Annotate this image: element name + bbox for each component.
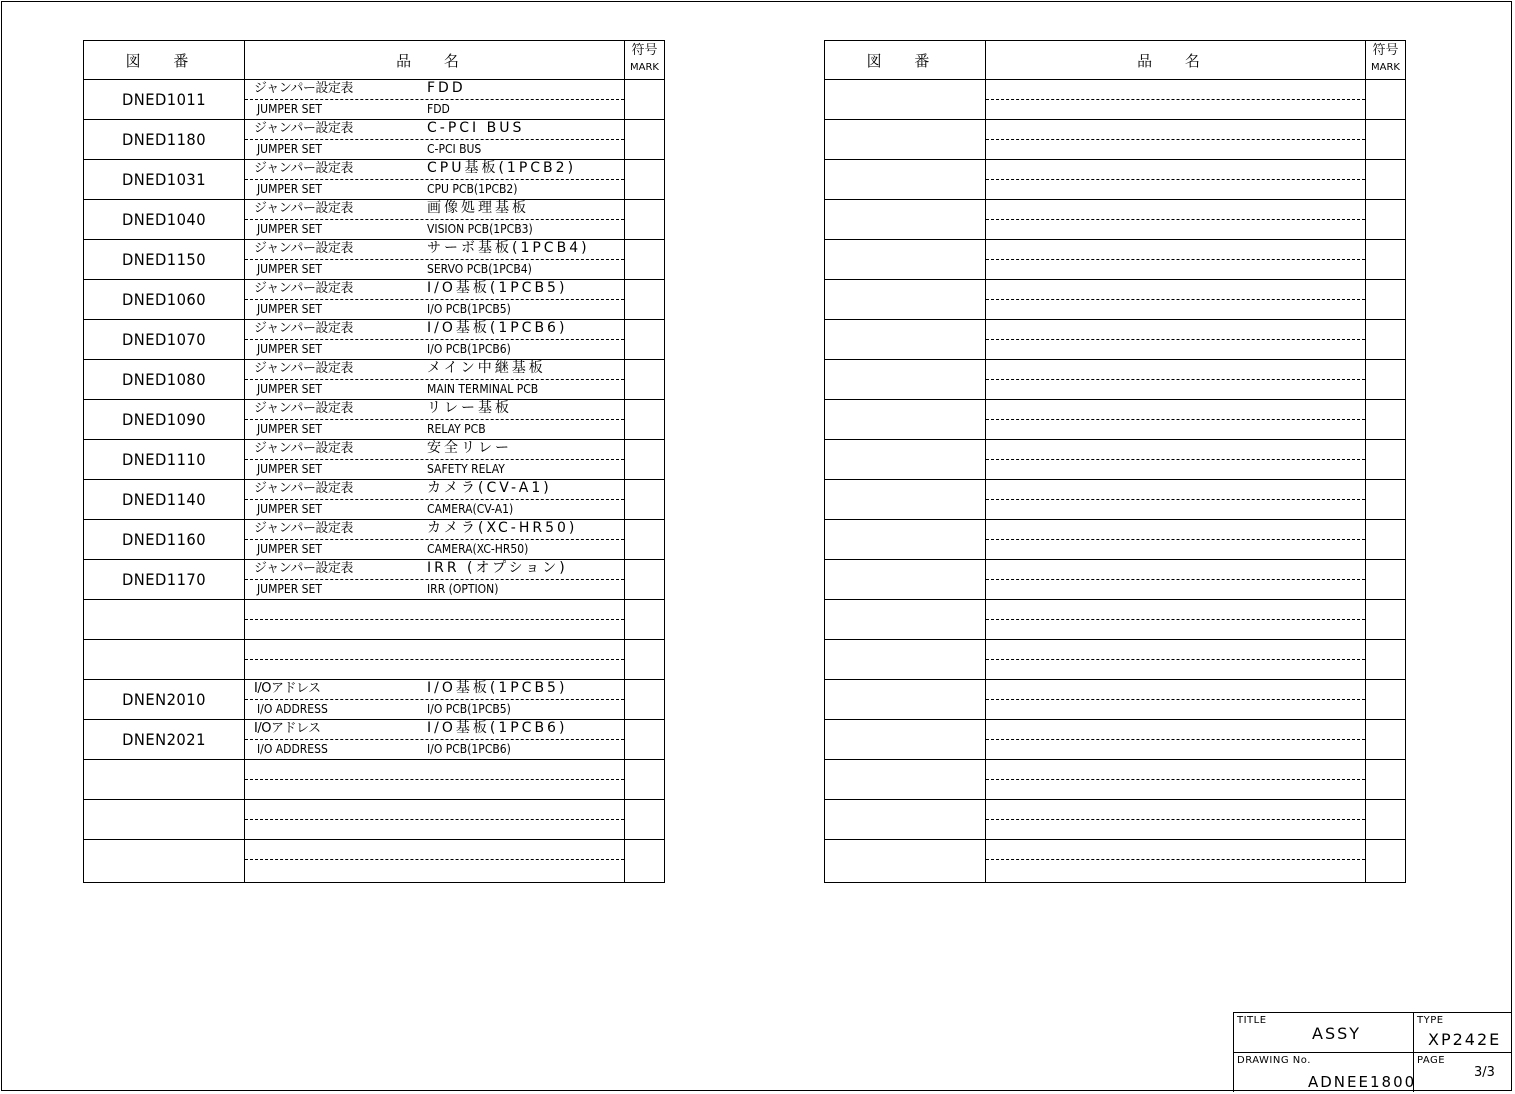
dashed-divider: [986, 139, 1365, 140]
drawing-number: [831, 240, 978, 279]
table-row: [825, 400, 1405, 440]
dashed-divider: [245, 859, 624, 860]
jp-item: I/O基板(1PCB6): [427, 720, 568, 736]
dashed-divider: [245, 819, 624, 820]
type-value: XP242E: [1428, 1030, 1502, 1049]
dashed-divider: [986, 379, 1365, 380]
part-name-cell: [986, 520, 1365, 559]
part-name-cell: [245, 680, 624, 719]
table-header: [84, 41, 664, 80]
drawing-number: [831, 200, 978, 239]
table-row: [825, 480, 1405, 520]
dashed-divider: [245, 619, 624, 620]
jp-item: CPU基板(1PCB2): [427, 160, 577, 176]
dashed-divider: [986, 579, 1365, 580]
drawing-number: [831, 120, 978, 159]
drawing-number: DNED1170: [121, 570, 207, 589]
table-row: [825, 160, 1405, 200]
type-label: TYPE: [1417, 1015, 1444, 1026]
table-row: [825, 560, 1405, 600]
drawing-number: [831, 800, 978, 839]
jp-category: ジャンパー設定表: [254, 321, 353, 336]
en-category: JUMPER SET: [257, 302, 322, 316]
part-name-cell: [986, 360, 1365, 399]
en-category: I/O ADDRESS: [257, 742, 328, 756]
part-name-cell: [245, 240, 624, 279]
drawing-number: [831, 480, 978, 519]
drawing-number: [831, 400, 978, 439]
table-row: [84, 640, 664, 680]
en-category: JUMPER SET: [257, 582, 322, 596]
part-name-cell: [986, 160, 1365, 199]
drawing-number-cell: [1233, 1052, 1417, 1092]
header-mark: [625, 41, 664, 79]
table-row: [825, 840, 1405, 880]
drawing-number: DNED1110: [121, 450, 207, 469]
en-item: I/O PCB(1PCB5): [427, 702, 511, 716]
page-label: PAGE: [1417, 1055, 1446, 1066]
part-name-cell: [986, 80, 1365, 119]
drawing-number: [90, 600, 237, 639]
part-name-cell: [245, 720, 624, 759]
part-name-cell: [245, 480, 624, 519]
dashed-divider: [986, 739, 1365, 740]
drawing-number: [831, 320, 978, 359]
en-item: FDD: [427, 102, 450, 116]
table-row: [825, 760, 1405, 800]
part-name-cell: [245, 760, 624, 799]
drawing-number-value: ADNEE1800: [1308, 1073, 1417, 1091]
table-row: [84, 440, 664, 480]
dashed-divider: [245, 699, 624, 700]
drawing-number: [831, 840, 978, 879]
en-item: MAIN TERMINAL PCB: [427, 382, 539, 396]
dashed-divider: [986, 819, 1365, 820]
en-item: I/O PCB(1PCB6): [427, 342, 511, 356]
en-item: I/O PCB(1PCB5): [427, 302, 511, 316]
drawing-number: [831, 280, 978, 319]
en-item: CPU PCB(1PCB2): [427, 182, 518, 196]
drawing-number: DNED1180: [121, 130, 207, 149]
jp-category: ジャンパー設定表: [254, 521, 353, 536]
dashed-divider: [986, 219, 1365, 220]
title-value: ASSY: [1312, 1024, 1362, 1043]
part-name-cell: [986, 320, 1365, 359]
drawing-number: DNEN2021: [122, 730, 206, 749]
table-row: [84, 400, 664, 440]
dashed-divider: [245, 419, 624, 420]
en-item: C-PCI BUS: [427, 142, 482, 156]
table-row: [825, 600, 1405, 640]
drawing-number: [831, 440, 978, 479]
part-name-cell: [986, 760, 1365, 799]
part-name-cell: [986, 800, 1365, 839]
en-category: JUMPER SET: [257, 222, 322, 236]
jp-item: 画像処理基板: [427, 200, 529, 216]
table-row: [84, 680, 664, 720]
title-block: [1233, 1012, 1512, 1092]
en-category: JUMPER SET: [257, 262, 322, 276]
part-name-cell: [245, 440, 624, 479]
table-row: [825, 280, 1405, 320]
dashed-divider: [245, 219, 624, 220]
part-name-cell: [245, 400, 624, 439]
header-drawing-no: 図 番: [866, 51, 944, 70]
jp-category: ジャンパー設定表: [254, 161, 353, 176]
part-name-cell: [245, 280, 624, 319]
table-row: [825, 720, 1405, 760]
table-row: [84, 760, 664, 800]
table-row: [84, 600, 664, 640]
dashed-divider: [245, 739, 624, 740]
dashed-divider: [986, 459, 1365, 460]
jp-category: I/Oアドレス: [254, 681, 321, 696]
title-cell: [1233, 1012, 1413, 1052]
en-category: JUMPER SET: [257, 182, 322, 196]
drawing-number: DNED1150: [121, 250, 207, 269]
drawing-number: [831, 360, 978, 399]
jp-category: ジャンパー設定表: [254, 361, 353, 376]
en-item: VISION PCB(1PCB3): [427, 222, 533, 236]
en-category: JUMPER SET: [257, 102, 322, 116]
part-name-cell: [986, 280, 1365, 319]
table-row: [84, 320, 664, 360]
table-row: [84, 560, 664, 600]
dashed-divider: [986, 259, 1365, 260]
part-name-cell: [986, 560, 1365, 599]
part-name-cell: [986, 240, 1365, 279]
drawing-number: [90, 840, 237, 879]
drawing-number: DNED1011: [121, 90, 207, 109]
jp-category: ジャンパー設定表: [254, 241, 353, 256]
en-category: JUMPER SET: [257, 382, 322, 396]
title-label: TITLE: [1237, 1015, 1267, 1026]
jp-category: I/Oアドレス: [254, 721, 321, 736]
drawing-number: DNED1070: [121, 330, 207, 349]
jp-category: ジャンパー設定表: [254, 561, 353, 576]
jp-category: ジャンパー設定表: [254, 201, 353, 216]
dashed-divider: [986, 299, 1365, 300]
part-name-cell: [986, 400, 1365, 439]
header-drawing-no: 図 番: [125, 51, 203, 70]
part-name-cell: [245, 120, 624, 159]
part-name-cell: [986, 480, 1365, 519]
part-name-cell: [245, 200, 624, 239]
drawing-number: [831, 80, 978, 119]
jp-item: I/O基板(1PCB5): [427, 280, 568, 296]
table-row: [825, 240, 1405, 280]
dashed-divider: [245, 99, 624, 100]
jp-item: メイン中継基板: [427, 360, 546, 376]
dashed-divider: [245, 339, 624, 340]
jp-category: ジャンパー設定表: [254, 81, 353, 96]
drawing-number: DNED1080: [121, 370, 207, 389]
part-name-cell: [245, 160, 624, 199]
header-part-name: 品 名: [1137, 51, 1214, 70]
jp-category: ジャンパー設定表: [254, 481, 353, 496]
en-item: I/O PCB(1PCB6): [427, 742, 511, 756]
drawing-number: [831, 640, 978, 679]
en-item: SERVO PCB(1PCB4): [427, 262, 532, 276]
drawing-number: [90, 640, 237, 679]
drawing-number: [831, 680, 978, 719]
drawing-number: [831, 160, 978, 199]
en-category: JUMPER SET: [257, 422, 322, 436]
en-item: CAMERA(XC-HR50): [427, 542, 529, 556]
dashed-divider: [245, 179, 624, 180]
en-category: JUMPER SET: [257, 142, 322, 156]
table-row: [825, 520, 1405, 560]
dashed-divider: [245, 779, 624, 780]
drawing-number: [90, 760, 237, 799]
table-row: [825, 800, 1405, 840]
jp-item: FDD: [427, 80, 466, 96]
part-name-cell: [245, 600, 624, 639]
dashed-divider: [986, 99, 1365, 100]
header-part-name: 品 名: [396, 51, 473, 70]
drawing-number: [831, 600, 978, 639]
table-row: [84, 280, 664, 320]
table-row: [825, 680, 1405, 720]
part-name-cell: [986, 640, 1365, 679]
part-name-cell: [245, 320, 624, 359]
part-name-cell: [245, 640, 624, 679]
drawing-number: DNED1040: [121, 210, 207, 229]
drawing-number: DNED1140: [121, 490, 207, 509]
drawing-number: DNED1090: [121, 410, 207, 429]
part-name-cell: [986, 120, 1365, 159]
drawing-number: DNED1160: [121, 530, 207, 549]
type-cell: [1413, 1012, 1512, 1052]
parts-list-table-left: [83, 40, 665, 883]
part-name-cell: [245, 800, 624, 839]
header-mark-jp: 符号: [631, 43, 658, 58]
part-name-cell: [245, 520, 624, 559]
dashed-divider: [245, 459, 624, 460]
dashed-divider: [245, 539, 624, 540]
page-value: 3/3: [1474, 1065, 1495, 1080]
table-row: [84, 360, 664, 400]
dashed-divider: [245, 299, 624, 300]
table-row: [825, 120, 1405, 160]
page-cell: [1413, 1052, 1512, 1092]
jp-item: C-PCI BUS: [427, 120, 525, 136]
header-mark-jp: 符号: [1372, 43, 1399, 58]
jp-category: ジャンパー設定表: [254, 121, 353, 136]
drawing-number: DNED1060: [121, 290, 207, 309]
dashed-divider: [986, 339, 1365, 340]
table-row: [84, 800, 664, 840]
table-row: [825, 360, 1405, 400]
dashed-divider: [986, 499, 1365, 500]
part-name-cell: [986, 200, 1365, 239]
en-category: JUMPER SET: [257, 542, 322, 556]
drawing-number: [831, 560, 978, 599]
dashed-divider: [986, 419, 1365, 420]
jp-item: IRR (オプション): [427, 560, 568, 576]
drawing-number-label: DRAWING No.: [1237, 1055, 1311, 1066]
en-item: RELAY PCB: [427, 422, 486, 436]
drawing-number: [831, 760, 978, 799]
dashed-divider: [986, 539, 1365, 540]
dashed-divider: [986, 179, 1365, 180]
part-name-cell: [986, 600, 1365, 639]
header-mark: [1366, 41, 1405, 79]
part-name-cell: [986, 440, 1365, 479]
dashed-divider: [245, 139, 624, 140]
table-row: [84, 200, 664, 240]
dashed-divider: [245, 499, 624, 500]
table-row: [825, 440, 1405, 480]
header-mark-en: MARK: [1371, 62, 1400, 73]
table-row: [84, 840, 664, 880]
table-row: [84, 160, 664, 200]
table-row: [84, 120, 664, 160]
dashed-divider: [245, 659, 624, 660]
en-item: CAMERA(CV-A1): [427, 502, 514, 516]
jp-category: ジャンパー設定表: [254, 281, 353, 296]
table-row: [825, 640, 1405, 680]
dashed-divider: [245, 379, 624, 380]
part-name-cell: [245, 840, 624, 879]
part-name-cell: [245, 360, 624, 399]
jp-item: I/O基板(1PCB6): [427, 320, 568, 336]
table-row: [84, 520, 664, 560]
jp-item: 安全リレー: [427, 440, 512, 456]
dashed-divider: [986, 699, 1365, 700]
table-row: [825, 200, 1405, 240]
jp-category: ジャンパー設定表: [254, 401, 353, 416]
dashed-divider: [245, 579, 624, 580]
drawing-number: DNED1031: [121, 170, 207, 189]
en-category: I/O ADDRESS: [257, 702, 328, 716]
dashed-divider: [986, 859, 1365, 860]
table-row: [825, 320, 1405, 360]
table-row: [84, 720, 664, 760]
part-name-cell: [986, 840, 1365, 879]
parts-list-table-right: [824, 40, 1406, 883]
dashed-divider: [986, 659, 1365, 660]
jp-item: サーボ基板(1PCB4): [427, 240, 590, 256]
drawing-number: [831, 520, 978, 559]
jp-category: ジャンパー設定表: [254, 441, 353, 456]
en-category: JUMPER SET: [257, 462, 322, 476]
dashed-divider: [986, 779, 1365, 780]
table-row: [84, 480, 664, 520]
part-name-cell: [245, 560, 624, 599]
part-name-cell: [245, 80, 624, 119]
part-name-cell: [986, 680, 1365, 719]
jp-item: リレー基板: [427, 400, 512, 416]
dashed-divider: [245, 259, 624, 260]
jp-item: カメラ(XC-HR50): [427, 520, 578, 536]
header-mark-en: MARK: [630, 62, 659, 73]
drawing-number: DNEN2010: [122, 690, 206, 709]
table-header: [825, 41, 1405, 80]
table-row: [825, 80, 1405, 120]
en-category: JUMPER SET: [257, 502, 322, 516]
en-category: JUMPER SET: [257, 342, 322, 356]
en-item: SAFETY RELAY: [427, 462, 505, 476]
en-item: IRR (OPTION): [427, 582, 499, 596]
dashed-divider: [986, 619, 1365, 620]
part-name-cell: [986, 720, 1365, 759]
table-row: [84, 240, 664, 280]
jp-item: カメラ(CV-A1): [427, 480, 552, 496]
drawing-number: [90, 800, 237, 839]
jp-item: I/O基板(1PCB5): [427, 680, 568, 696]
drawing-number: [831, 720, 978, 759]
table-row: [84, 80, 664, 120]
